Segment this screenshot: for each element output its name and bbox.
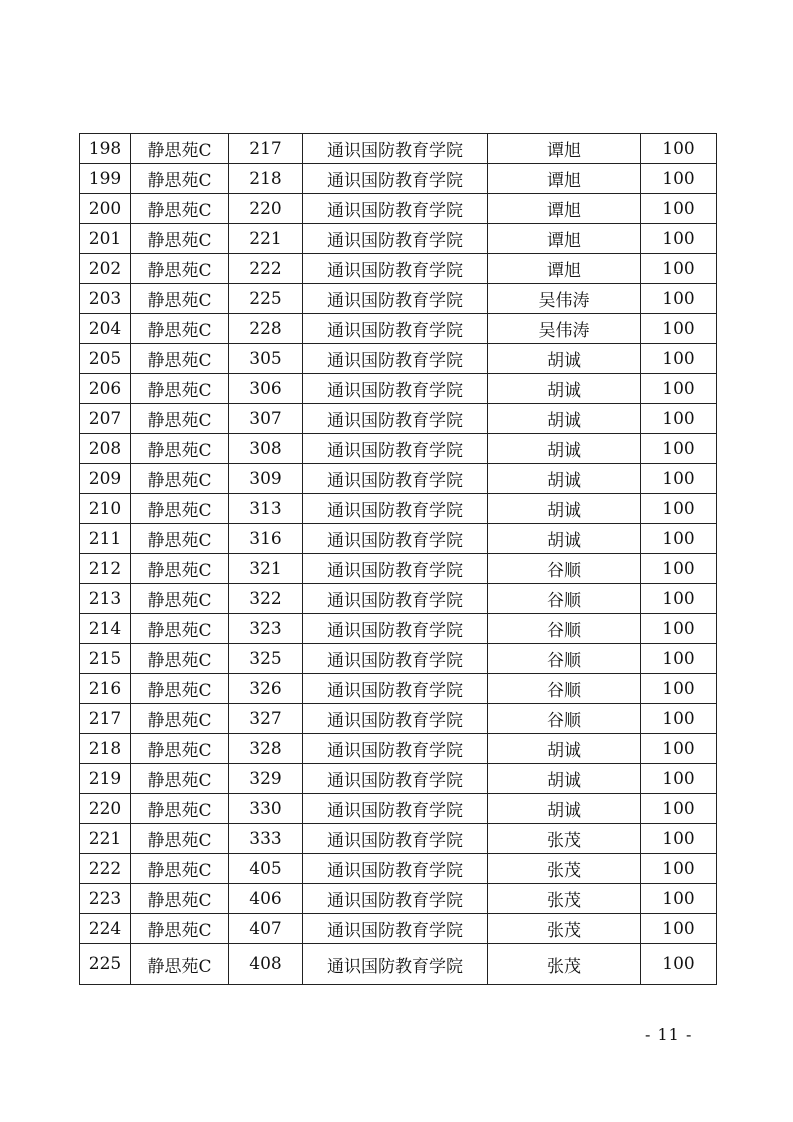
row-index-cell: 214 bbox=[80, 614, 131, 644]
row-index-cell: 212 bbox=[80, 554, 131, 584]
allocation-table bbox=[79, 133, 717, 985]
building-cell: 静思苑C bbox=[131, 764, 229, 794]
table-row bbox=[80, 674, 717, 704]
row-index-cell: 200 bbox=[80, 194, 131, 224]
row-index-cell: 209 bbox=[80, 464, 131, 494]
table-row bbox=[80, 314, 717, 344]
table-row bbox=[80, 464, 717, 494]
counselor-cell: 胡诚 bbox=[488, 524, 641, 554]
table-row bbox=[80, 254, 717, 284]
table-row bbox=[80, 194, 717, 224]
score-cell: 100 bbox=[641, 884, 717, 914]
college-cell: 通识国防教育学院 bbox=[303, 884, 488, 914]
counselor-cell: 胡诚 bbox=[488, 374, 641, 404]
table-row bbox=[80, 344, 717, 374]
college-cell: 通识国防教育学院 bbox=[303, 824, 488, 854]
building-cell: 静思苑C bbox=[131, 554, 229, 584]
row-index-cell: 222 bbox=[80, 854, 131, 884]
counselor-cell: 胡诚 bbox=[488, 404, 641, 434]
building-cell: 静思苑C bbox=[131, 134, 229, 164]
counselor-cell: 谷顺 bbox=[488, 644, 641, 674]
room-number-cell: 313 bbox=[229, 494, 303, 524]
table-row bbox=[80, 404, 717, 434]
room-number-cell: 218 bbox=[229, 164, 303, 194]
counselor-cell: 胡诚 bbox=[488, 734, 641, 764]
counselor-cell: 吴伟涛 bbox=[488, 284, 641, 314]
score-cell: 100 bbox=[641, 674, 717, 704]
room-number-cell: 328 bbox=[229, 734, 303, 764]
college-cell: 通识国防教育学院 bbox=[303, 554, 488, 584]
room-number-cell: 225 bbox=[229, 284, 303, 314]
table-row bbox=[80, 734, 717, 764]
building-cell: 静思苑C bbox=[131, 734, 229, 764]
row-index-cell: 207 bbox=[80, 404, 131, 434]
room-number-cell: 405 bbox=[229, 854, 303, 884]
building-cell: 静思苑C bbox=[131, 314, 229, 344]
college-cell: 通识国防教育学院 bbox=[303, 314, 488, 344]
building-cell: 静思苑C bbox=[131, 254, 229, 284]
building-cell: 静思苑C bbox=[131, 674, 229, 704]
room-number-cell: 307 bbox=[229, 404, 303, 434]
row-index-cell: 213 bbox=[80, 584, 131, 614]
score-cell: 100 bbox=[641, 644, 717, 674]
building-cell: 静思苑C bbox=[131, 584, 229, 614]
row-index-cell: 211 bbox=[80, 524, 131, 554]
room-number-cell: 407 bbox=[229, 914, 303, 944]
table-row bbox=[80, 884, 717, 914]
room-number-cell: 308 bbox=[229, 434, 303, 464]
table-row bbox=[80, 824, 717, 854]
counselor-cell: 谭旭 bbox=[488, 254, 641, 284]
counselor-cell: 胡诚 bbox=[488, 434, 641, 464]
room-number-cell: 323 bbox=[229, 614, 303, 644]
score-cell: 100 bbox=[641, 944, 717, 985]
counselor-cell: 胡诚 bbox=[488, 794, 641, 824]
row-index-cell: 204 bbox=[80, 314, 131, 344]
score-cell: 100 bbox=[641, 464, 717, 494]
row-index-cell: 218 bbox=[80, 734, 131, 764]
row-index-cell: 220 bbox=[80, 794, 131, 824]
score-cell: 100 bbox=[641, 854, 717, 884]
building-cell: 静思苑C bbox=[131, 464, 229, 494]
college-cell: 通识国防教育学院 bbox=[303, 464, 488, 494]
room-number-cell: 316 bbox=[229, 524, 303, 554]
college-cell: 通识国防教育学院 bbox=[303, 914, 488, 944]
college-cell: 通识国防教育学院 bbox=[303, 524, 488, 554]
counselor-cell: 谭旭 bbox=[488, 134, 641, 164]
page-number: - 11 - bbox=[645, 1025, 693, 1044]
room-number-cell: 221 bbox=[229, 224, 303, 254]
college-cell: 通识国防教育学院 bbox=[303, 944, 488, 985]
room-number-cell: 333 bbox=[229, 824, 303, 854]
score-cell: 100 bbox=[641, 824, 717, 854]
row-index-cell: 215 bbox=[80, 644, 131, 674]
college-cell: 通识国防教育学院 bbox=[303, 344, 488, 374]
score-cell: 100 bbox=[641, 614, 717, 644]
room-number-cell: 222 bbox=[229, 254, 303, 284]
score-cell: 100 bbox=[641, 554, 717, 584]
table-row bbox=[80, 494, 717, 524]
counselor-cell: 谭旭 bbox=[488, 194, 641, 224]
college-cell: 通识国防教育学院 bbox=[303, 494, 488, 524]
room-number-cell: 228 bbox=[229, 314, 303, 344]
row-index-cell: 221 bbox=[80, 824, 131, 854]
college-cell: 通识国防教育学院 bbox=[303, 254, 488, 284]
row-index-cell: 217 bbox=[80, 704, 131, 734]
counselor-cell: 张茂 bbox=[488, 914, 641, 944]
score-cell: 100 bbox=[641, 404, 717, 434]
counselor-cell: 谷顺 bbox=[488, 554, 641, 584]
score-cell: 100 bbox=[641, 494, 717, 524]
room-number-cell: 322 bbox=[229, 584, 303, 614]
counselor-cell: 张茂 bbox=[488, 854, 641, 884]
counselor-cell: 吴伟涛 bbox=[488, 314, 641, 344]
college-cell: 通识国防教育学院 bbox=[303, 194, 488, 224]
college-cell: 通识国防教育学院 bbox=[303, 434, 488, 464]
college-cell: 通识国防教育学院 bbox=[303, 584, 488, 614]
room-number-cell: 408 bbox=[229, 944, 303, 985]
college-cell: 通识国防教育学院 bbox=[303, 764, 488, 794]
score-cell: 100 bbox=[641, 524, 717, 554]
counselor-cell: 张茂 bbox=[488, 884, 641, 914]
building-cell: 静思苑C bbox=[131, 434, 229, 464]
table-row bbox=[80, 794, 717, 824]
table-row bbox=[80, 914, 717, 944]
counselor-cell: 胡诚 bbox=[488, 344, 641, 374]
counselor-cell: 胡诚 bbox=[488, 464, 641, 494]
counselor-cell: 张茂 bbox=[488, 944, 641, 985]
college-cell: 通识国防教育学院 bbox=[303, 644, 488, 674]
college-cell: 通识国防教育学院 bbox=[303, 704, 488, 734]
room-number-cell: 326 bbox=[229, 674, 303, 704]
room-number-cell: 327 bbox=[229, 704, 303, 734]
score-cell: 100 bbox=[641, 374, 717, 404]
table-row bbox=[80, 854, 717, 884]
row-index-cell: 199 bbox=[80, 164, 131, 194]
counselor-cell: 谷顺 bbox=[488, 674, 641, 704]
college-cell: 通识国防教育学院 bbox=[303, 134, 488, 164]
building-cell: 静思苑C bbox=[131, 914, 229, 944]
table-row bbox=[80, 554, 717, 584]
college-cell: 通识国防教育学院 bbox=[303, 404, 488, 434]
row-index-cell: 202 bbox=[80, 254, 131, 284]
counselor-cell: 谷顺 bbox=[488, 704, 641, 734]
table-row bbox=[80, 374, 717, 404]
room-number-cell: 325 bbox=[229, 644, 303, 674]
counselor-cell: 谭旭 bbox=[488, 164, 641, 194]
building-cell: 静思苑C bbox=[131, 854, 229, 884]
building-cell: 静思苑C bbox=[131, 344, 229, 374]
room-number-cell: 321 bbox=[229, 554, 303, 584]
row-index-cell: 210 bbox=[80, 494, 131, 524]
building-cell: 静思苑C bbox=[131, 884, 229, 914]
table-row bbox=[80, 434, 717, 464]
row-index-cell: 224 bbox=[80, 914, 131, 944]
room-number-cell: 305 bbox=[229, 344, 303, 374]
score-cell: 100 bbox=[641, 254, 717, 284]
table-row bbox=[80, 644, 717, 674]
score-cell: 100 bbox=[641, 914, 717, 944]
college-cell: 通识国防教育学院 bbox=[303, 794, 488, 824]
score-cell: 100 bbox=[641, 134, 717, 164]
score-cell: 100 bbox=[641, 314, 717, 344]
college-cell: 通识国防教育学院 bbox=[303, 614, 488, 644]
score-cell: 100 bbox=[641, 344, 717, 374]
college-cell: 通识国防教育学院 bbox=[303, 374, 488, 404]
college-cell: 通识国防教育学院 bbox=[303, 854, 488, 884]
score-cell: 100 bbox=[641, 734, 717, 764]
table-row bbox=[80, 524, 717, 554]
counselor-cell: 张茂 bbox=[488, 824, 641, 854]
college-cell: 通识国防教育学院 bbox=[303, 164, 488, 194]
building-cell: 静思苑C bbox=[131, 644, 229, 674]
score-cell: 100 bbox=[641, 224, 717, 254]
building-cell: 静思苑C bbox=[131, 284, 229, 314]
room-number-cell: 217 bbox=[229, 134, 303, 164]
counselor-cell: 谭旭 bbox=[488, 224, 641, 254]
score-cell: 100 bbox=[641, 764, 717, 794]
building-cell: 静思苑C bbox=[131, 494, 229, 524]
room-number-cell: 306 bbox=[229, 374, 303, 404]
table-row bbox=[80, 164, 717, 194]
row-index-cell: 223 bbox=[80, 884, 131, 914]
table-row bbox=[80, 764, 717, 794]
score-cell: 100 bbox=[641, 584, 717, 614]
building-cell: 静思苑C bbox=[131, 404, 229, 434]
college-cell: 通识国防教育学院 bbox=[303, 224, 488, 254]
table-row bbox=[80, 284, 717, 314]
score-cell: 100 bbox=[641, 434, 717, 464]
building-cell: 静思苑C bbox=[131, 614, 229, 644]
score-cell: 100 bbox=[641, 284, 717, 314]
row-index-cell: 206 bbox=[80, 374, 131, 404]
building-cell: 静思苑C bbox=[131, 794, 229, 824]
row-index-cell: 225 bbox=[80, 944, 131, 985]
table-row bbox=[80, 614, 717, 644]
table-row bbox=[80, 944, 717, 985]
room-number-cell: 329 bbox=[229, 764, 303, 794]
building-cell: 静思苑C bbox=[131, 824, 229, 854]
building-cell: 静思苑C bbox=[131, 524, 229, 554]
row-index-cell: 219 bbox=[80, 764, 131, 794]
row-index-cell: 208 bbox=[80, 434, 131, 464]
score-cell: 100 bbox=[641, 794, 717, 824]
table-row bbox=[80, 584, 717, 614]
counselor-cell: 谷顺 bbox=[488, 614, 641, 644]
college-cell: 通识国防教育学院 bbox=[303, 734, 488, 764]
room-number-cell: 330 bbox=[229, 794, 303, 824]
building-cell: 静思苑C bbox=[131, 194, 229, 224]
score-cell: 100 bbox=[641, 164, 717, 194]
table-row bbox=[80, 704, 717, 734]
row-index-cell: 216 bbox=[80, 674, 131, 704]
building-cell: 静思苑C bbox=[131, 374, 229, 404]
row-index-cell: 205 bbox=[80, 344, 131, 374]
score-cell: 100 bbox=[641, 704, 717, 734]
counselor-cell: 胡诚 bbox=[488, 494, 641, 524]
building-cell: 静思苑C bbox=[131, 944, 229, 985]
room-number-cell: 309 bbox=[229, 464, 303, 494]
row-index-cell: 201 bbox=[80, 224, 131, 254]
room-number-cell: 406 bbox=[229, 884, 303, 914]
row-index-cell: 198 bbox=[80, 134, 131, 164]
building-cell: 静思苑C bbox=[131, 224, 229, 254]
college-cell: 通识国防教育学院 bbox=[303, 674, 488, 704]
room-number-cell: 220 bbox=[229, 194, 303, 224]
table-body bbox=[80, 134, 717, 985]
building-cell: 静思苑C bbox=[131, 164, 229, 194]
building-cell: 静思苑C bbox=[131, 704, 229, 734]
college-cell: 通识国防教育学院 bbox=[303, 284, 488, 314]
score-cell: 100 bbox=[641, 194, 717, 224]
row-index-cell: 203 bbox=[80, 284, 131, 314]
table-row bbox=[80, 224, 717, 254]
table-row bbox=[80, 134, 717, 164]
counselor-cell: 胡诚 bbox=[488, 764, 641, 794]
counselor-cell: 谷顺 bbox=[488, 584, 641, 614]
